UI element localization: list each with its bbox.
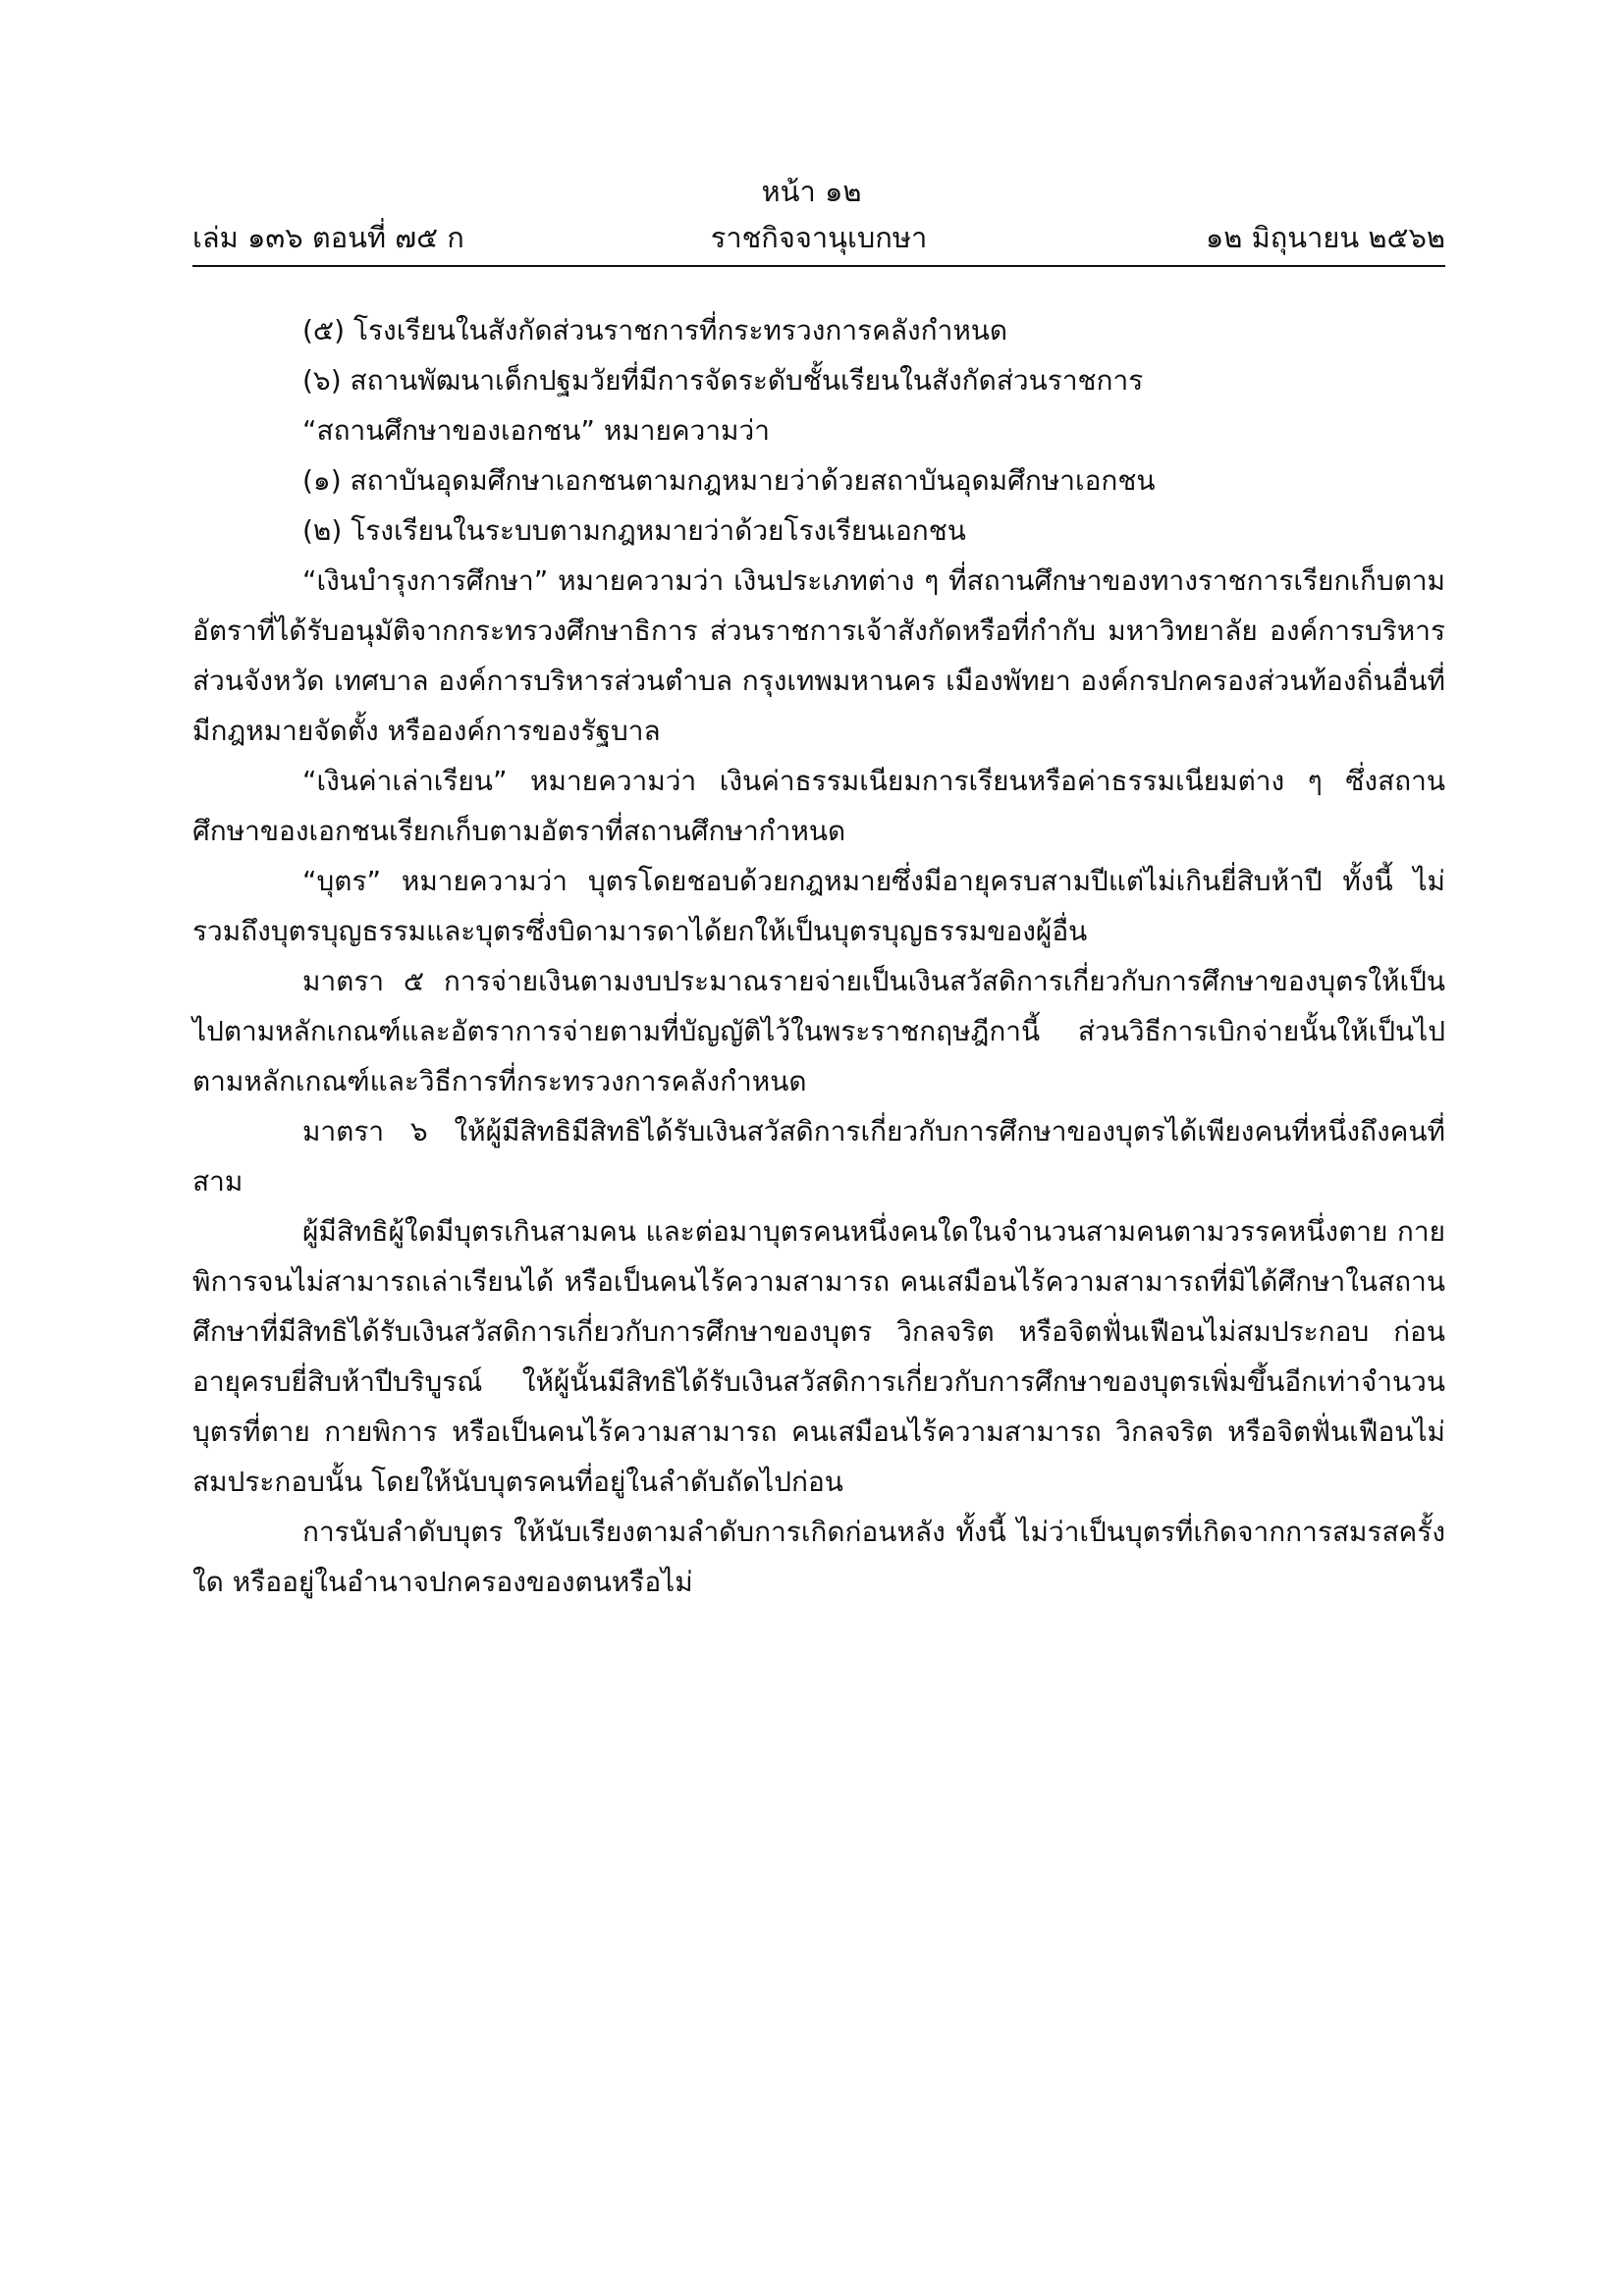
definition-paragraph: “เงินบำรุงการศึกษา” หมายความว่า เงินประเภทต่าง ๆ ที่สถานศึกษาของทางราชการเรียกเก็บตามอัตราที่ได้รับอนุมัติจากกระทรวงศึกษาธิการ ส่วนราชการเจ้าสังกัดหรือที่กำกับ มหาวิทยาลัย องค์การบริหารส่วนจังหวัด เทศบาล องค์การบริหารส่วนตำบล กรุงเทพมหานคร เมืองพัทยา องค์กรปกครองส่วนท้องถิ่นอื่นที่มีกฎหมายจัดตั้ง หรือองค์การของรัฐบาล [192,564,1445,747]
definition-paragraph: “บุตร” หมายความว่า บุตรโดยชอบด้วยกฎหมายซึ่งมีอายุครบสามปีแต่ไม่เกินยี่สิบห้าปี ทั้งนี้ ไม่รวมถึงบุตรบุญธรรมและบุตรซึ่งบิดามารดาได้ยกให้เป็นบุตรบุญธรรมของผู้อื่น [192,865,1445,947]
definition-paragraph: “เงินค่าเล่าเรียน” หมายความว่า เงินค่าธรรมเนียมการเรียนหรือค่าธรรมเนียมต่าง ๆ ซึ่งสถานศึกษาของเอกชนเรียกเก็บตามอัตราที่สถานศึกษากำหนด [192,765,1445,847]
issue-date: ๑๒ มิถุนายน ๒๕๖๒ [1205,221,1445,254]
list-item: (๒) โรงเรียนในระบบตามกฎหมายว่าด้วยโรงเรียนเอกชน [302,514,966,547]
definition-heading: “สถานศึกษาของเอกชน” หมายความว่า [302,414,770,447]
section-paragraph: มาตรา ๕ การจ่ายเงินตามงบประมาณรายจ่ายเป็นเงินสวัสดิการเกี่ยวกับการศึกษาของบุตรให้เป็นไปตามหลักเกณฑ์และอัตราการจ่ายตามที่บัญญัติไว้ในพระราชกฤษฎีกานี้ ส่วนวิธีการเบิกจ่ายนั้นให้เป็นไปตามหลักเกณฑ์และวิธีการที่กระทรวงการคลังกำหนด [192,965,1445,1097]
section-paragraph: มาตรา ๖ ให้ผู้มีสิทธิมีสิทธิได้รับเงินสวัสดิการเกี่ยวกับการศึกษาของบุตรได้เพียงคนที่หนึ่งถึงคนที่สาม [192,1115,1445,1198]
document-body [192,305,1445,1607]
page-number: หน้า ๑๒ [761,175,862,208]
list-item: (๑) สถาบันอุดมศึกษาเอกชนตามกฎหมายว่าด้วยสถาบันอุดมศึกษาเอกชน [302,464,1156,497]
list-item: (๕) โรงเรียนในสังกัดส่วนราชการที่กระทรวงการคลังกำหนด [302,314,1008,347]
gazette-header [192,215,1445,254]
header-divider [192,265,1445,267]
publication-title: ราชกิจจานุเบกษา [710,221,928,254]
section-paragraph: การนับลำดับบุตร ให้นับเรียงตามลำดับการเกิดก่อนหลัง ทั้งนี้ ไม่ว่าเป็นบุตรที่เกิดจากการสมรสครั้งใด หรืออยู่ในอำนาจปกครองของตนหรือไม่ [192,1516,1445,1598]
volume-issue: เล่ม ๑๓๖ ตอนที่ ๗๕ ก [192,221,464,254]
section-paragraph: ผู้มีสิทธิผู้ใดมีบุตรเกินสามคน และต่อมาบุตรคนหนึ่งคนใดในจำนวนสามคนตามวรรคหนึ่งตาย กายพิการจนไม่สามารถเล่าเรียนได้ หรือเป็นคนไร้ความสามารถ คนเสมือนไร้ความสามารถที่มิได้ศึกษาในสถานศึกษาที่มีสิทธิได้รับเงินสวัสดิการเกี่ยวกับการศึกษาของบุตร วิกลจริต หรือจิตฟั่นเฟือนไม่สมประกอบ ก่อนอายุครบยี่สิบห้าปีบริบูรณ์ ให้ผู้นั้นมีสิทธิได้รับเงินสวัสดิการเกี่ยวกับการศึกษาของบุตรเพิ่มขึ้นอีกเท่าจำนวนบุตรที่ตาย กายพิการ หรือเป็นคนไร้ความสามารถ คนเสมือนไร้ความสามารถ วิกลจริต หรือจิตฟั่นเฟือนไม่สมประกอบนั้น โดยให้นับบุตรคนที่อยู่ในลำดับถัดไปก่อน [192,1215,1445,1498]
list-item: (๖) สถานพัฒนาเด็กปฐมวัยที่มีการจัดระดับชั้นเรียนในสังกัดส่วนราชการ [302,364,1144,397]
